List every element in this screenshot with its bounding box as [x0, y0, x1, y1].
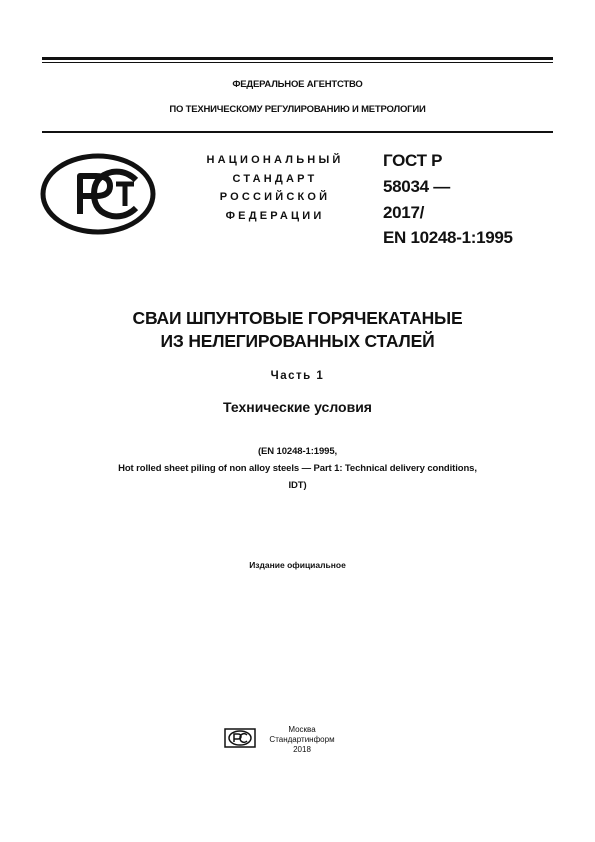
publisher-city: Москва [288, 725, 316, 734]
publication-year: 2018 [293, 745, 311, 754]
top-rule-thin [42, 62, 553, 63]
standard-type-line-1: НАЦИОНАЛЬНЫЙ [206, 154, 344, 166]
subtitle: Технические условия [223, 399, 372, 415]
title-line-1: СВАИ ШПУНТОВЫЕ ГОРЯЧЕКАТАНЫЕ [132, 308, 463, 328]
standartinform-logo-icon [224, 728, 256, 748]
agency-line-1: ФЕДЕРАЛЬНОЕ АГЕНТСТВО [232, 79, 363, 90]
gost-r-emblem-icon [38, 150, 158, 238]
designation-line-1: ГОСТ Р [383, 151, 443, 170]
designation-line-3: 2017/ [383, 203, 425, 222]
equivalence-line-3: IDT) [288, 480, 307, 491]
edition-label: Издание официальное [249, 560, 346, 570]
publisher-text [262, 725, 342, 755]
designation-line-4: EN 10248-1:1995 [383, 228, 513, 247]
title-line-2: ИЗ НЕЛЕГИРОВАННЫХ СТАЛЕЙ [160, 331, 435, 351]
standard-type-line-2: СТАНДАРТ [232, 173, 318, 185]
top-rule-thick [42, 57, 553, 60]
part-label: Часть 1 [270, 370, 325, 382]
equivalence-line-1: (EN 10248-1:1995, [257, 446, 338, 457]
publisher-name: Стандартинформ [269, 735, 335, 744]
equivalence-line-2: Hot rolled sheet piling of non alloy steels — Part 1: Technical delivery conditions, [118, 463, 477, 474]
standard-type-line-3: РОССИЙСКОЙ [219, 191, 331, 203]
header-rule [42, 131, 553, 133]
standard-type-line-4: ФЕДЕРАЦИИ [225, 210, 325, 222]
publisher-logo [224, 728, 256, 748]
agency-line-2: ПО ТЕХНИЧЕСКОМУ РЕГУЛИРОВАНИЮ И МЕТРОЛОГИИ [169, 104, 426, 115]
gost-r-logo [38, 150, 158, 238]
designation-line-2: 58034 — [383, 177, 450, 196]
